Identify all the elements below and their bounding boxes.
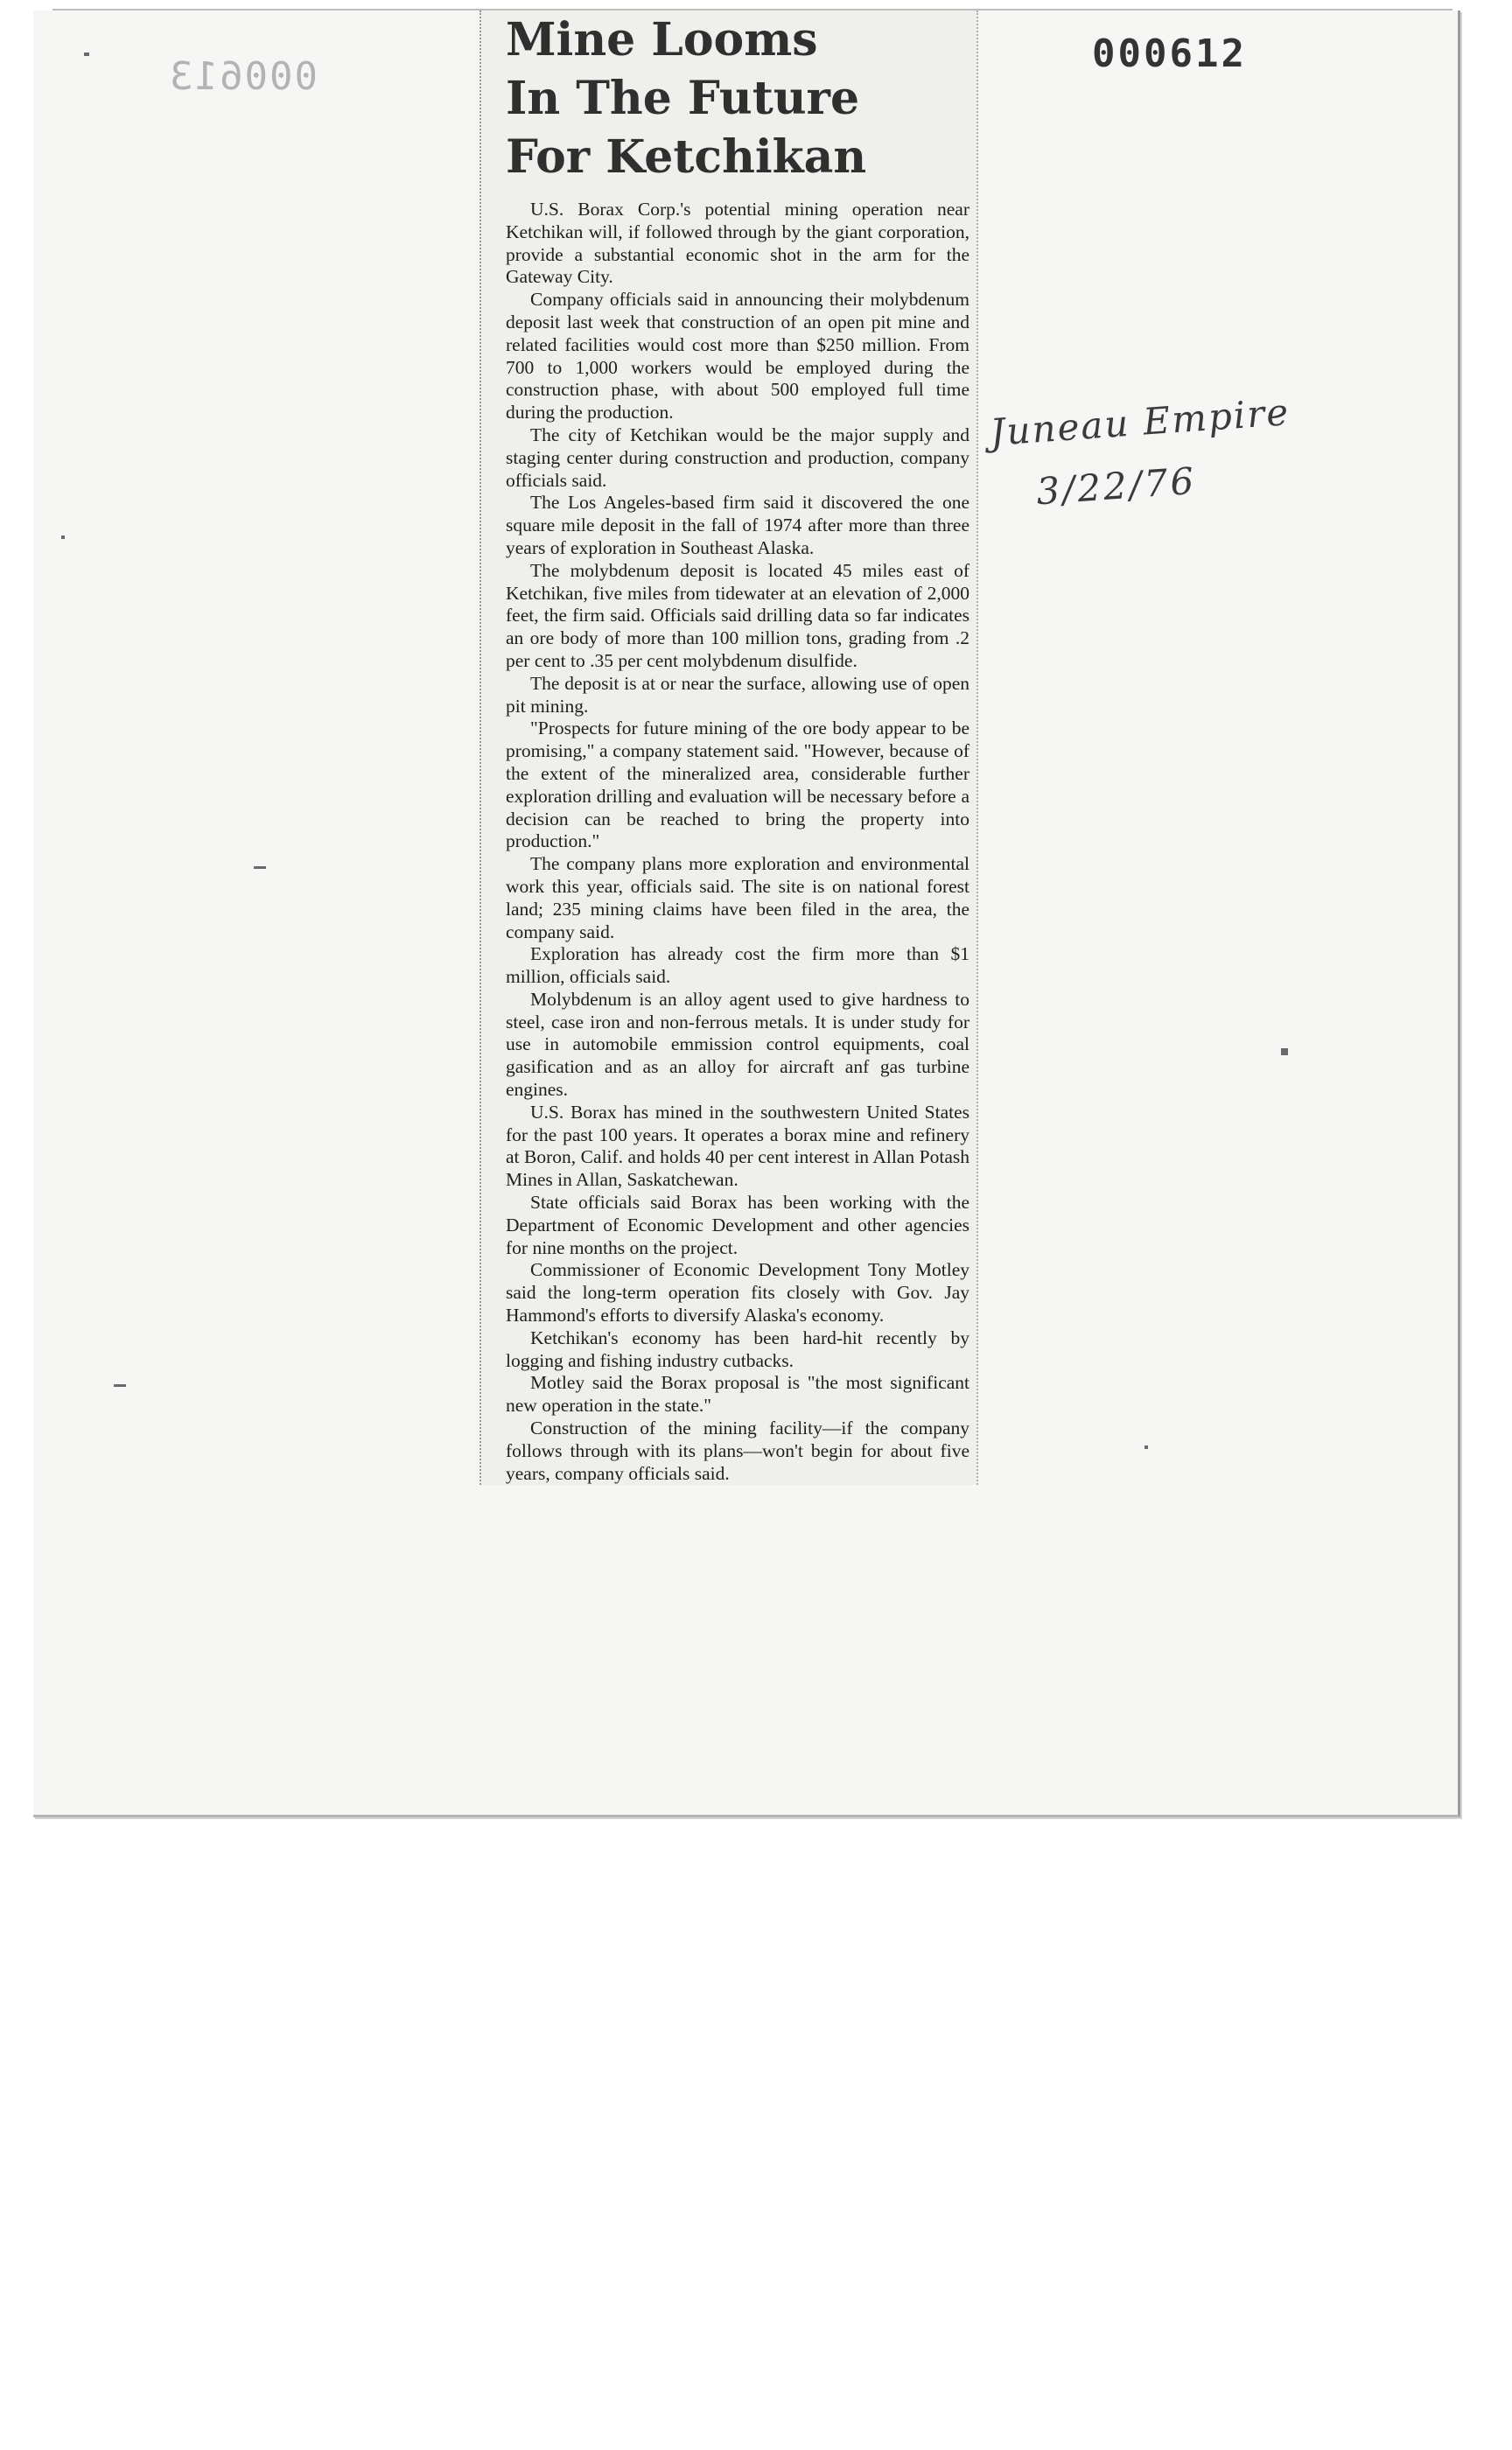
scan-speck (1144, 1446, 1148, 1449)
article-paragraph: The molybdenum deposit is located 45 miles east of Ketchikan, five miles from tidewater at an elevation of 2,000 feet, the firm said. Officials said drilling data so far indicates an ore body of more than 100 million tons, grading from .2 per cent to .35 per cent molybdenum disulfide. (506, 559, 970, 671)
bleed-through-stamp: 000613 (168, 54, 318, 99)
article-paragraph: The company plans more exploration and environmental work this year, officials said. The site is on national forest land; 235 mining claims have been filed in the area, the company said. (506, 853, 970, 942)
newspaper-clipping (480, 10, 978, 1485)
handwritten-annotation (989, 390, 1296, 516)
article-body (506, 199, 970, 1485)
article-paragraph: State officials said Borax has been working with the Department of Economic Development and other agencies for nine months on the project. (506, 1192, 970, 1258)
handwritten-date: 3/22/76 (1034, 458, 1198, 514)
article-paragraph: Company officials said in announcing their molybdenum deposit last week that construction of an open pit mine and related facilities would cost more than $250 million. From 700 to 1,000 workers would be employed during the construction phase, with about 500 employed full time during the production. (506, 289, 970, 424)
article-paragraph: The deposit is at or near the surface, allowing use of open pit mining. (506, 672, 970, 717)
article-paragraph: Motley said the Borax proposal is "the most significant new operation in the state." (506, 1372, 970, 1417)
article-paragraph: The Los Angeles-based firm said it discovered the one square mile deposit in the fall of 1974 after more than three years of exploration in Southeast Alaska. (506, 492, 970, 558)
handwritten-publication: Juneau Empire (989, 390, 1292, 454)
headline-line: For Ketchikan (506, 130, 867, 184)
headline-line: In The Future (506, 72, 860, 125)
scan-speck (84, 52, 89, 56)
article-paragraph: Construction of the mining facility—if the company follows through with its plans—won't begin for about five years, company officials said. (506, 1418, 970, 1484)
article-paragraph: The city of Ketchikan would be the major supply and staging center during construction and production, company officials said. (506, 424, 970, 491)
scan-speck (254, 866, 266, 869)
article-paragraph: Exploration has already cost the firm more than $1 million, officials said. (506, 943, 970, 988)
article-paragraph: U.S. Borax has mined in the southwestern United States for the past 100 years. It operates a borax mine and refinery at Boron, Calif. and holds 40 per cent interest in Allan Potash Mines in Allan, Saskatchewan. (506, 1101, 970, 1191)
scan-speck (61, 536, 65, 539)
article-headline (506, 10, 970, 199)
article-paragraph: U.S. Borax Corp.'s potential mining operation near Ketchikan will, if followed through by the giant corporation, provide a substantial economic shot in the arm for the Gateway City. (506, 199, 970, 288)
article-paragraph: Commissioner of Economic Development Tony Motley said the long-term operation fits closely with Gov. Jay Hammond's efforts to diversify Alaska's economy. (506, 1259, 970, 1326)
article-paragraph: "Prospects for future mining of the ore body appear to be promising," a company statement said. "However, because of the extent of the mineralized area, considerable further exploration drilling and evaluation will be necessary before a decision can be reached to bring the property into production." (506, 718, 970, 852)
headline-line: Mine Looms (506, 13, 818, 66)
article-paragraph: Molybdenum is an alloy agent used to give hardness to steel, case iron and non-ferrous metals. It is under study for use in automobile emmission control equipments, coal gasification and as an alloy for aircraft anf gas turbine engines. (506, 988, 970, 1101)
scan-speck (1281, 1048, 1288, 1055)
page-number-stamp: 000612 (1092, 32, 1247, 76)
scan-speck (114, 1384, 126, 1387)
article-paragraph: Ketchikan's economy has been hard-hit recently by logging and fishing industry cutbacks. (506, 1326, 970, 1371)
